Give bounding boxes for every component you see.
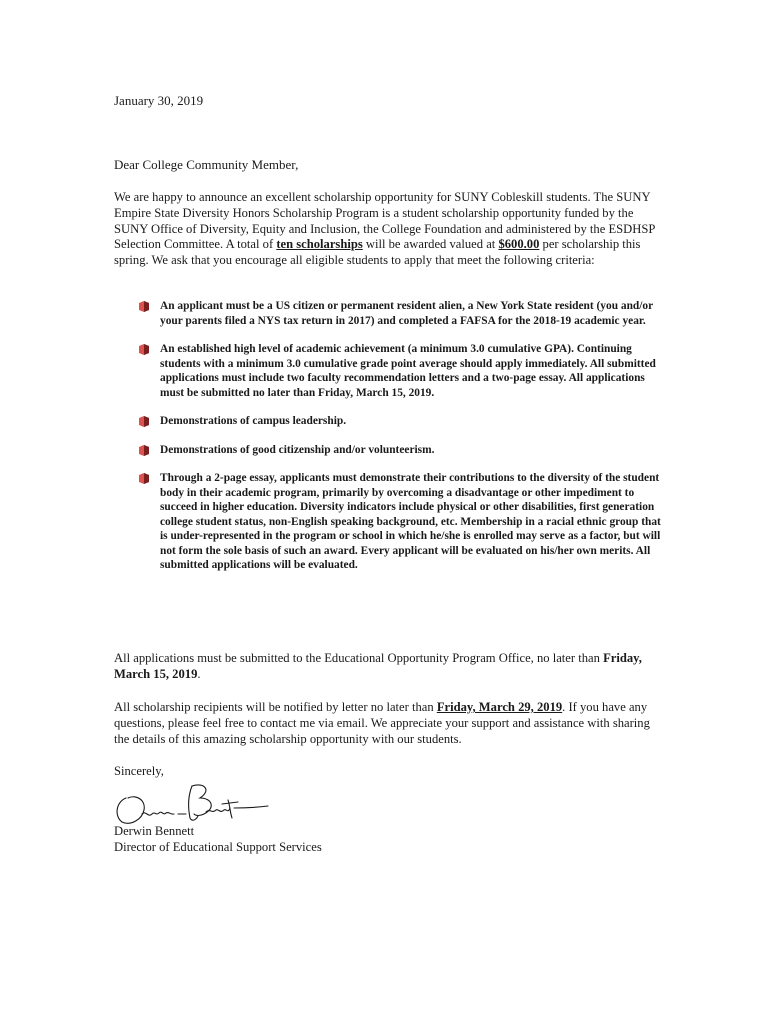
criteria-text: An established high level of academic achievement (a minimum 3.0 cumulative GPA). Continuing students with a minimum 3.0 cumulative grade point average should apply immediately. All submitted applications must include two faculty recommendation letters and a two-page essay. All applications must be submitted no later than Friday, March 15, 2019. xyxy=(160,343,656,399)
bullet-icon xyxy=(138,445,150,456)
bullet-icon xyxy=(138,301,150,312)
bullet-icon xyxy=(138,344,150,355)
deadline-end: . xyxy=(197,666,201,681)
signer-title: Director of Educational Support Services xyxy=(114,840,322,854)
deadline-text: All applications must be submitted to the Educational Opportunity Program Office, no later than xyxy=(114,651,604,665)
scholarship-amount: $600.00 xyxy=(498,237,540,252)
criteria-text: An applicant must be a US citizen or permanent resident alien, a New York State resident (you and/or your parents filed a NYS tax return in 2017) and completed a FAFSA for the 2018-19 academic year. xyxy=(160,300,653,327)
scholarship-count: ten scholarships xyxy=(276,237,363,252)
criteria-item xyxy=(136,414,666,429)
notification-paragraph xyxy=(114,700,659,747)
criteria-text: Through a 2-page essay, applicants must demonstrate their contributions to the diversity of the student body in their academic program, primarily by overcoming a disadvantage or other impediment to succeed in higher education. Diversity indicators include physical or other disabilities, first generation college student status, non-English speaking background, etc. Membership in a racial ethnic group that is under-represented in the program or school in which he/she is enrolled may serve as a factor, but will not form the sole basis of such an award. Every applicant will be evaluated on his/her own merits. All submitted applications will be evaluated. xyxy=(160,472,661,571)
criteria-text: Demonstrations of good citizenship and/or volunteerism. xyxy=(160,443,435,456)
notify-rest: . If you have any questions, please feel free to contact me via email. We appreciate your support and assistance with sharing the details of this amazing scholarship opportunity with our students. xyxy=(114,700,650,746)
criteria-text: Demonstrations of campus leadership. xyxy=(160,415,347,427)
intro-paragraph xyxy=(114,190,659,269)
salutation: Dear College Community Member, xyxy=(114,157,299,172)
bullet-icon xyxy=(138,416,150,427)
intro-text-2: will be awarded valued at xyxy=(362,237,499,252)
signer-name: Derwin Bennett xyxy=(114,824,195,838)
criteria-list xyxy=(136,299,666,587)
letter-date: January 30, 2019 xyxy=(114,93,204,108)
signer-block xyxy=(114,823,322,855)
handwritten-signature-icon xyxy=(112,778,270,828)
notify-date: Friday, March 29, 2019 xyxy=(436,700,563,714)
bullet-icon xyxy=(138,473,150,484)
criteria-item xyxy=(136,471,666,573)
notify-text: All scholarship recipients will be notified by letter no later than xyxy=(114,700,437,714)
criteria-item xyxy=(136,342,666,400)
criteria-item xyxy=(136,443,666,458)
intro-text-3: per scholarship this spring. We ask that you encourage all eligible students to apply that meet the following criteria: xyxy=(114,237,641,268)
intro-text-1: We are happy to announce an excellent scholarship opportunity for SUNY Cobleskill students. The SUNY Empire State Diversity Honors Scholarship Program is a student scholarship opportunity funded by the SUNY Office of Diversity, Equity and Inclusion, the College Foundation and administered by the ESDHSP Selection Committee. A total of xyxy=(114,190,655,252)
deadline-date: Friday, March 15, 2019 xyxy=(114,651,642,681)
deadline-paragraph xyxy=(114,651,659,683)
criteria-item xyxy=(136,299,666,328)
closing: Sincerely, xyxy=(114,764,164,778)
